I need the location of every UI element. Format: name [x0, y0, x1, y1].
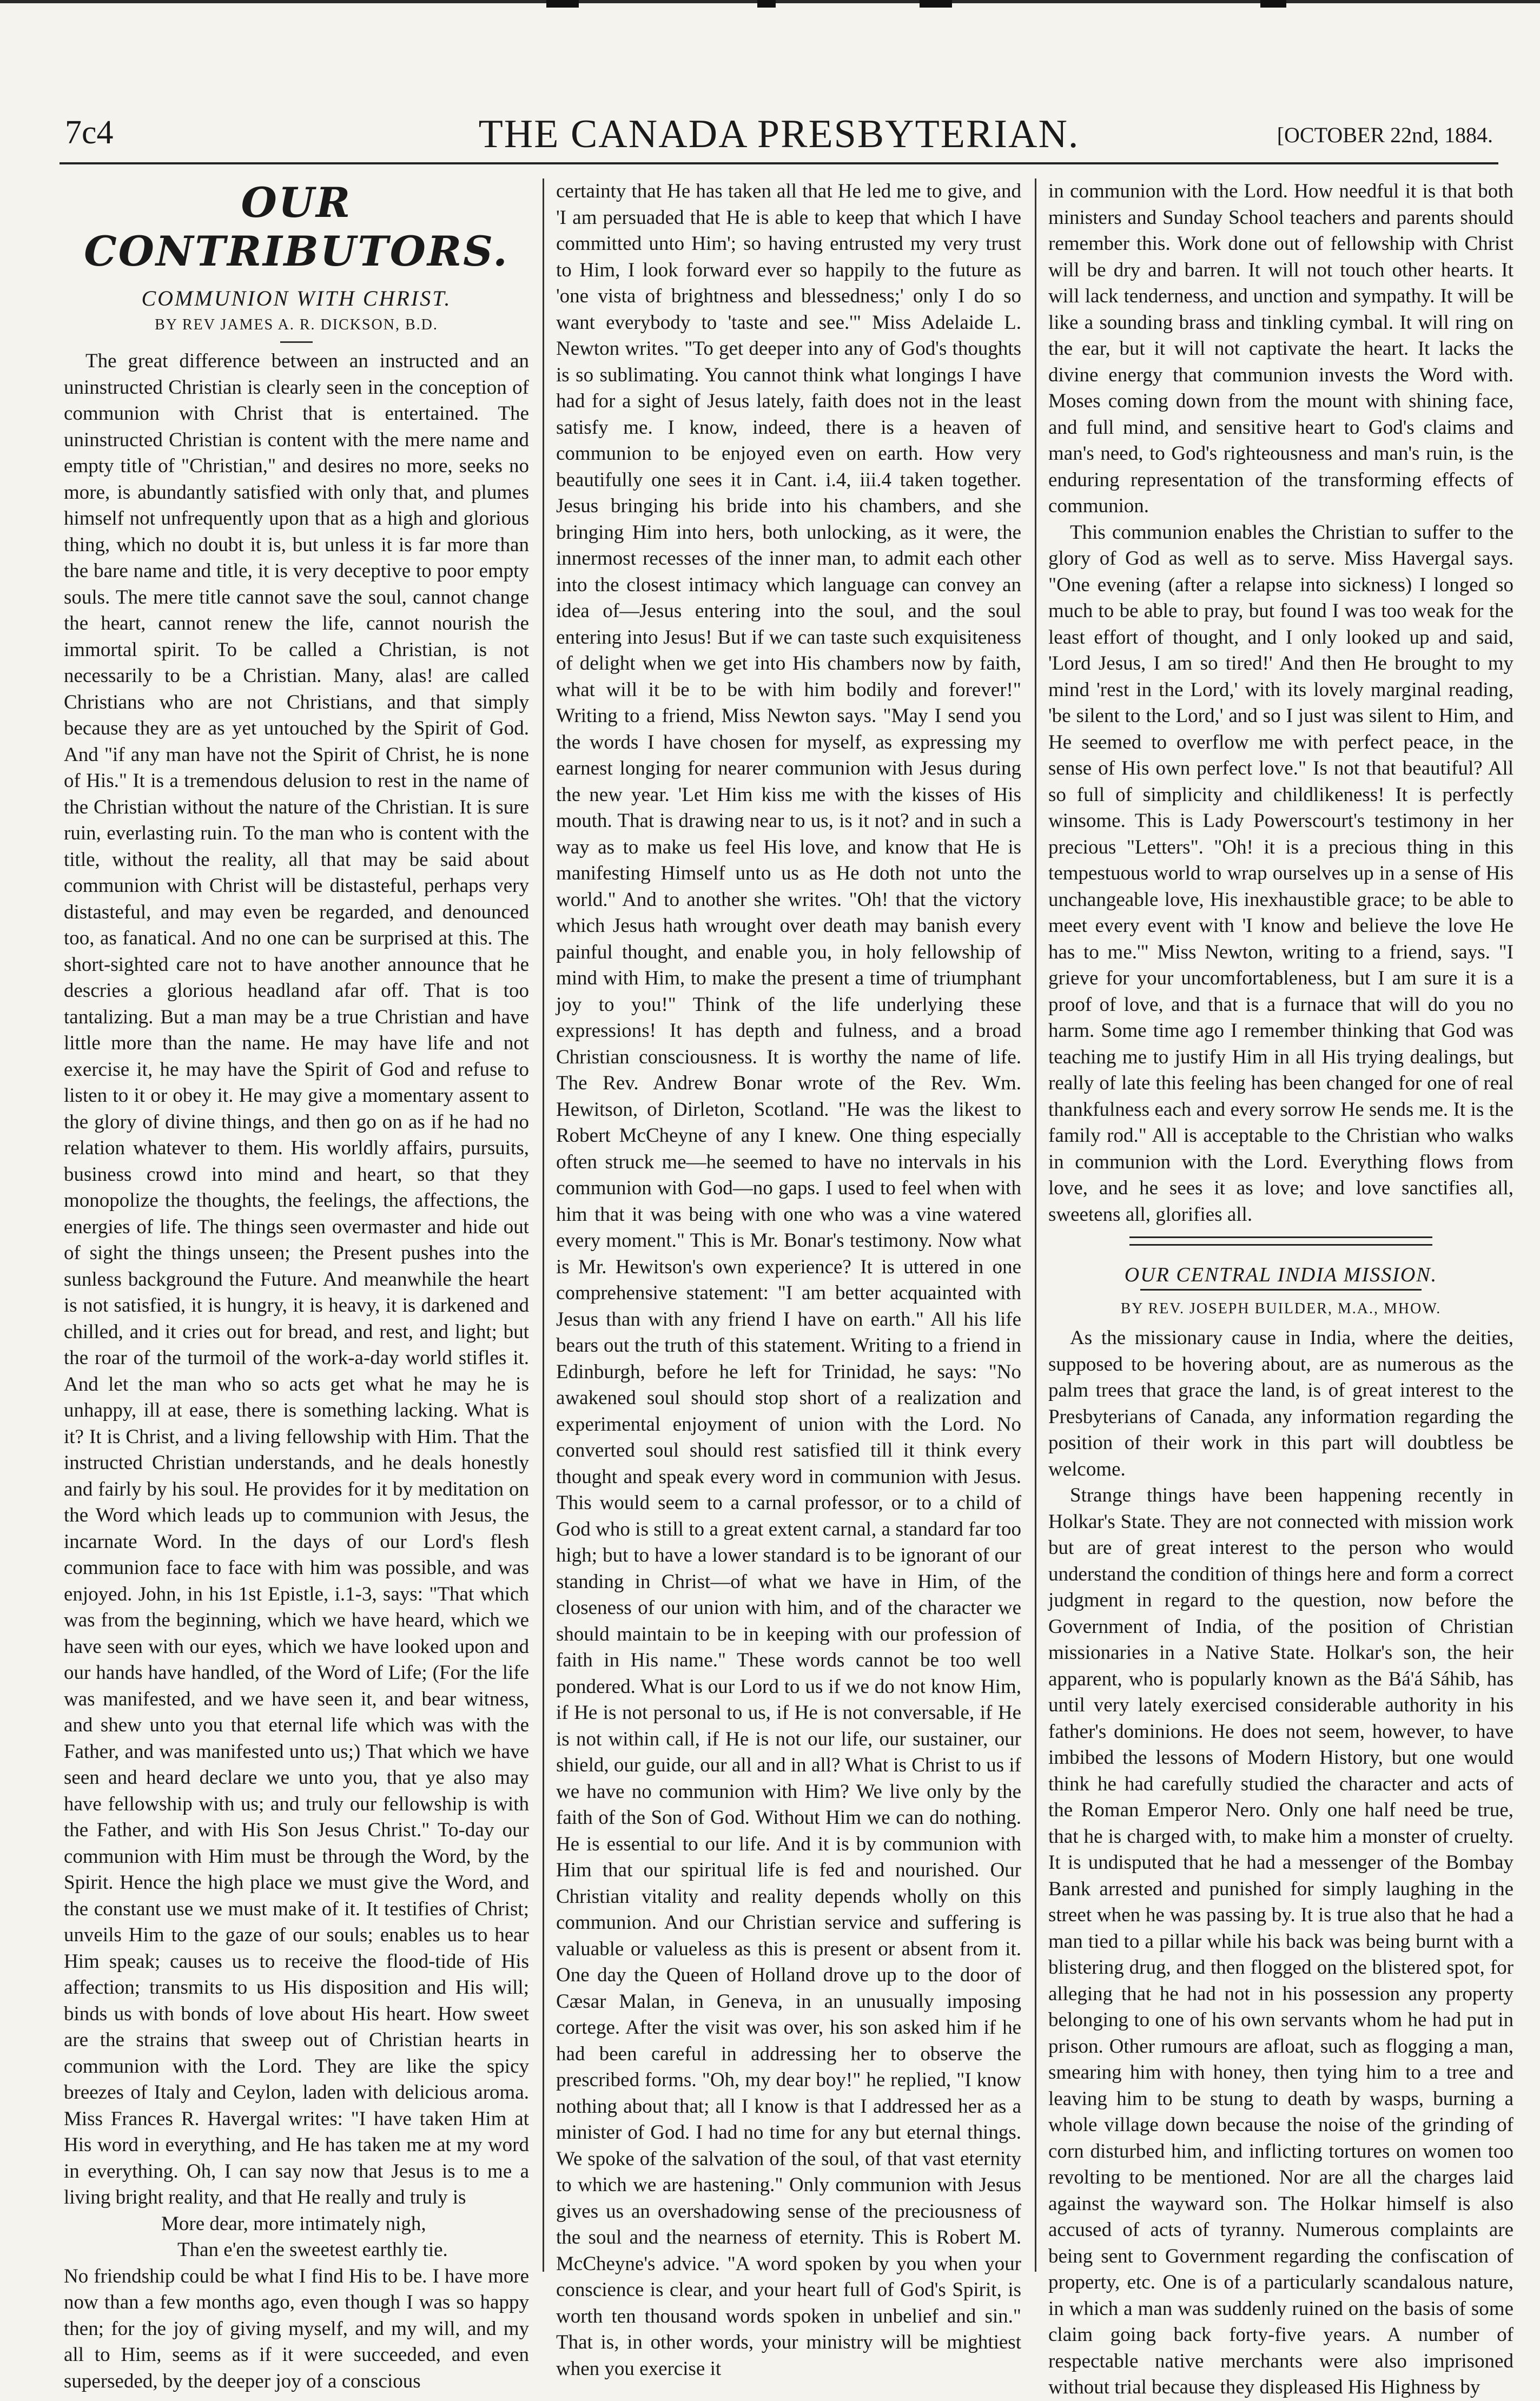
article-paragraph: No friendship could be what I find His to be. I have more now than a few months ago, even though I was so happy then; for the joy of giving myself, and my will, and my all to Him, seems as if it were succeeded, and even superseded, by the deeper joy of a conscious [64, 2265, 529, 2392]
column-2 [556, 178, 1021, 2380]
article-title: COMMUNION WITH CHRIST. [141, 286, 452, 310]
column-divider [543, 178, 544, 2272]
issue-date: [OCTOBER 22nd, 1884. [1277, 123, 1493, 147]
article-paragraph: The great difference between an instructed and an uninstructed Christian is clearly seen in the conception of communion with Christ that is entertained. The uninstructed Christian is content with the mere name and empty title of "Christian," and desires no more, seeks no more, is abundantly satisfied with only that, and plumes himself not unfrequently upon that as a high and glorious thing, which no doubt it is, but unless it is far more than the bare name and title, it is very deceptive to poor empty souls. The mere title cannot save the soul, cannot change the heart, cannot renew the life, cannot nourish the immortal spirit. To be called a Christian, is not necessarily to be a Christian. Many, alas! are called Christians who are not Christians, and that simply because they are as yet untouched by the Spirit of God. And "if any man have not the Spirit of Christ, he is none of His." It is a tremendous delusion to rest in the name of the Christian without the nature of the Christian. It is sure ruin, everlasting ruin. To the man who is content with the title, without the reality, all that may be said about communion with Christ will be distasteful, perhaps very distasteful, and may even be regarded, and denounced too, as fanatical. And no one can be surprised at this. The short-sighted care not to have another announce that he descries a glorious headland afar off. That is too tantalizing. But a man may be a true Christian and have little more than the name. He may have life and not exercise it, he may have the Spirit of God and refuse to listen to it or obey it. He may give a momentary assent to the glory of divine things, and then go on as if he had no relation whatever to them. His worldly affairs, pursuits, business crowd into mind and heart, so that they monopolize the thoughts, the feelings, the affections, the energies of life. The things seen overmaster and hide out of sight the things unseen; the Present pushes into the sunless background the Future. And meanwhile the heart is not satisfied, it is hungry, it is heavy, it is darkened and chilled, and it cries out for bread, and rest, and light; but the roar of the turmoil of the work-a-day world stifles it. And let the man who so acts get what he may he is unhappy, ill at ease, there is something lacking. What is it? It is Christ, and a living fellowship with Him. That the instructed Christian understands, and he deals honestly and fairly by his soul. He provides for it by meditation on the Word which leads up to communion with Jesus, the incarnate Word. In the days of our Lord's flesh communion face to face with him was possible, and was enjoyed. John, in his 1st Epistle, i.1-3, says: "That which was from the beginning, which we have heard, which we have seen with our eyes, which we have looked upon and our hands have handled, of the Word of Life; (For the life was manifested, and we have seen it, and bear witness, and shew unto you that eternal life which was with the Father, and was manifested unto us;) That which we have seen and heard declare we unto you, that ye also may have fellowship with us; and truly our fellowship is with the Father, and with His Son Jesus Christ." To-day our communion with Him must be through the Word, by the Spirit. Hence the high place we must give the Word, and the constant use we must make of it. It testifies of Christ; unveils Him to the gaze of our souls; enables us to hear Him speak; causes us to receive the flood-tide of His affection; transmits to us His disposition and His will; binds us with bonds of love about His heart. How sweet are the strains that sweep out of Christian hearts in communion with the Lord. They are like the spicy breezes of Italy and Ceylon, laden with delicious aroma. Miss Frances R. Havergal writes: "I have taken Him at His word in everything, and He has taken me at my word in everything. Oh, I can say now that Jesus is to me a living bright reality, and that He really and truly is [64, 350, 529, 2208]
article-paragraph: Strange things have been happening recently in Holkar's State. They are not connected with mission work but are of great interest to the person who would understand the condition of things here and form a correct judgment in regard to the question, now before the Government of India, of the position of Christian missionaries in a Native State. Holkar's son, the heir apparent, who is popularly known as the Bá'á Sáhib, has until very lately exercised considerable authority in his father's dominions. He does not seem, however, to have imbibed the lessons of Modern History, but one would think he had carefully studied the character and acts of the Roman Emperor Nero. Only one half need be true, that he is charged with, to make him a monster of cruelty. It is undisputed that he had a messenger of the Bombay Bank arrested and punished for simply laughing in the street when he was passing by. It is true also that he had a man tied to a pillar while his back was being burnt with a blistering drug, and then flogged on the blistered spot, for alleging that he had not in his possession any property belonging to one of his own servants whom he had put in prison. Other rumours are afloat, such as flogging a man, smearing him with honey, then tying him to a tree and leaving him to be stung to death by wasps, burning a whole village down because the noise of the grinding of corn disturbed him, and inflicting tortures on women too revolting to be mentioned. Nor are all the charges laid against the wayward son. The Holkar himself is also accused of acts of tyranny. Numerous complaints are being sent to Government regarding the confiscation of property, etc. One is of a particularly scandalous nature, in which a man was suddenly ruined on the basis of some claim going back forty-five years. A number of respectable native merchants were also imprisoned without trial because they displeased His Highness by [1048, 1484, 1513, 2398]
article-title: OUR CENTRAL INDIA MISSION. [1124, 1264, 1438, 1286]
masthead-rule [60, 162, 1498, 164]
article-byline: BY REV JAMES A. R. DICKSON, B.D. [155, 316, 438, 333]
title-underline [1140, 1289, 1422, 1291]
article-separator [1129, 1236, 1432, 1246]
masthead [65, 108, 1493, 157]
newspaper-title: THE CANADA PRESBYTERIAN. [478, 112, 1080, 156]
article-paragraph: As the missionary cause in India, where the deities, supposed to be hovering about, are as numerous as the palm trees that grace the land, is of great interest to the Presbyterians of Canada, any information regarding the position of their work in this part will doubtless be welcome. [1048, 1327, 1513, 1480]
column-1 [64, 178, 529, 2392]
byline-rule [280, 341, 313, 343]
article-paragraph: in communion with the Lord. How needful it is that both ministers and Sunday School teachers and parents should remember this. Work done out of fellowship with Christ will be dry and barren. It will not touch other hearts. It will lack tenderness, and unction and sympathy. It will be like a sounding brass and tinkling cymbal. It will ring on the ear, but it will not captivate the heart. It lacks the divine energy that communion invests the Word with. Moses coming down from the mount with shining face, and full mind, and sensitive heart to God's claims and man's need, to God's righteousness and man's ruin, is the enduring representation of the transforming effects of communion. [1048, 180, 1513, 517]
column-divider [1035, 178, 1036, 2272]
verse-line: Than e'en the sweetest earthly tie. [177, 2239, 448, 2261]
section-heading: OUR CONTRIBUTORS. [84, 178, 509, 275]
top-print-edge [0, 0, 1540, 38]
article-paragraph: certainty that He has taken all that He led me to give, and 'I am persuaded that He is able to keep that which I have committed unto Him'; so having entrusted my very trust to Him, I look forward ever so happily to the future as 'one vista of brightness and blessedness;' only I do so want everybody to 'taste and see.'" Miss Adelaide L. Newton writes. "To get deeper into any of God's thoughts is so sublimating. You cannot think what longings I have had for a sight of Jesus lately, faith does not in the least satisfy me. I know, indeed, there is a heaven of communion to be enjoyed even on earth. How very beautifully one sees it in Cant. i.4, iii.4 taken together. Jesus bringing his bride into his chambers, and she bringing Him into hers, both unlocking, as it were, the innermost recesses of the inner man, to admit each other into the closest intimacy which language can convey an idea of—Jesus entering into the soul, and the soul entering into Jesus! But if we can taste such exquisiteness of delight when we get into His chambers now by faith, what will it be to be with him bodily and forever!" Writing to a friend, Miss Newton says. "May I send you the words I have chosen for myself, as expressing my earnest longing for nearer communion with Jesus during the new year. 'Let Him kiss me with the kisses of His mouth. That is drawing near to us, is it not? and in such a way as to make us feel His love, and know that He is manifesting Himself unto us as He doth not unto the world." And to another she writes. "Oh! that the victory which Jesus hath wrought over death may banish every painful thought, and enable you, in holy fellowship of mind with Him, to make the present a time of triumphant joy to you!" Think of the life underlying these expressions! It has depth and fulness, and a broad Christian consciousness. It is worthy the name of life. The Rev. Andrew Bonar wrote of the Rev. Wm. Hewitson, of Dirleton, Scotland. "He was the likest to Robert McCheyne of any I knew. One thing especially often struck me—he seemed to have no intervals in his communion with God—no gaps. I used to feel when with him that it was being with one who was a vine watered every moment." This is Mr. Bonar's testimony. Now what is Mr. Hewitson's own experience? It is uttered in one comprehensive statement: "I am better acquainted with Jesus than with any friend I have on earth." All his life bears out the truth of this statement. Writing to a friend in Edinburgh, before he left for Trinidad, he says: "No awakened soul should stop short of a realization and experimental enjoyment of union with the Lord. No converted soul should rest satisfied till it think every thought and speak every word in communion with Jesus. This would seem to a carnal professor, or to a child of God who is still to a great extent carnal, a standard far too high; but to have a lower standard is to be ignorant of our standing in Christ—of what we have in Him, of the closeness of our union with him, and of the character we should maintain to be in keeping with our profession of faith in His name." These words cannot be too well pondered. What is our Lord to us if we do not know Him, if He is not personal to us, if He is not conversable, if He is not within call, if He is not our life, our sustainer, our shield, our guide, our all and in all? What is Christ to us if we have no communion with Him? We live only by the faith of the Son of God. Without Him we can do nothing. He is essential to our life. And it is by communion with Him that our spiritual life is fed and nourished. Our Christian vitality and reality depends wholly on this communion. And our Christian service and suffering is valuable or valueless as this is present or absent from it. One day the Queen of Holland drove up to the door of Cæsar Malan, in Geneva, in an unusually imposing cortege. After the visit was over, his son asked him if he had been careful in addressing her to observe the prescribed forms. "Oh, my dear boy!" he replied, "I know nothing about that; all I know is that I addressed her as a minister of God. I had no time for any but eternal things. We spoke of the salvation of the soul, of that vast eternity to which we are hastening." Only communion with Jesus gives us an overshadowing sense of the preciousness of the soul and the nearness of eternity. This is Robert M. McCheyne's advice. "A word spoken by you when your conscience is clear, and your heart full of God's Spirit, is worth ten thousand words spoken in unbelief and sin." That is, in other words, your ministry will be mightiest when you exercise it [556, 180, 1021, 2380]
page-number: 7c4 [65, 114, 114, 151]
article-paragraph: This communion enables the Christian to suffer to the glory of God as well as to serve. Miss Havergal says. "One evening (after a relapse into sickness) I longed so much to be able to pray, but found I was too weak for the least effort of thought, and I only looked up and said, 'Lord Jesus, I am so tired!' And then He brought to my mind 'rest in the Lord,' with its lovely marginal reading, 'be silent to the Lord,' and so I just was silent to Him, and He seemed to overflow me with perfect peace, in the sense of His own perfect love." Is not that beautiful? All so full of simplicity and childlikeness! It is perfectly winsome. This is Lady Powerscourt's testimony in her precious "Letters". "Oh! it is a precious thing in this tempestuous world to wrap ourselves up in a sense of His unchangeable love, His inexhaustible grace; to be able to meet every event with 'I know and believe the love He has to me.'" Miss Newton, writing to a friend, says. "I grieve for your uncomfortableness, but I am sure it is a proof of love, and that is a furnace that will do you no harm. Some time ago I remember thinking that God was teaching me to justify Him in all His trying dealings, but really of late this feeling has been changed for one of real thankfulness each and every sorrow He sends me. It is the family rod." All is acceptable to the Christian who walks in communion with the Lord. Everything flows from love, and he sees it as love; and love sanctifies all, sweetens all, glorifies all. [1048, 521, 1513, 1226]
verse-line: More dear, more intimately nigh, [161, 2212, 426, 2235]
article-byline: BY REV. JOSEPH BUILDER, M.A., MHOW. [1120, 1300, 1442, 1317]
column-3 [1048, 178, 1513, 2398]
